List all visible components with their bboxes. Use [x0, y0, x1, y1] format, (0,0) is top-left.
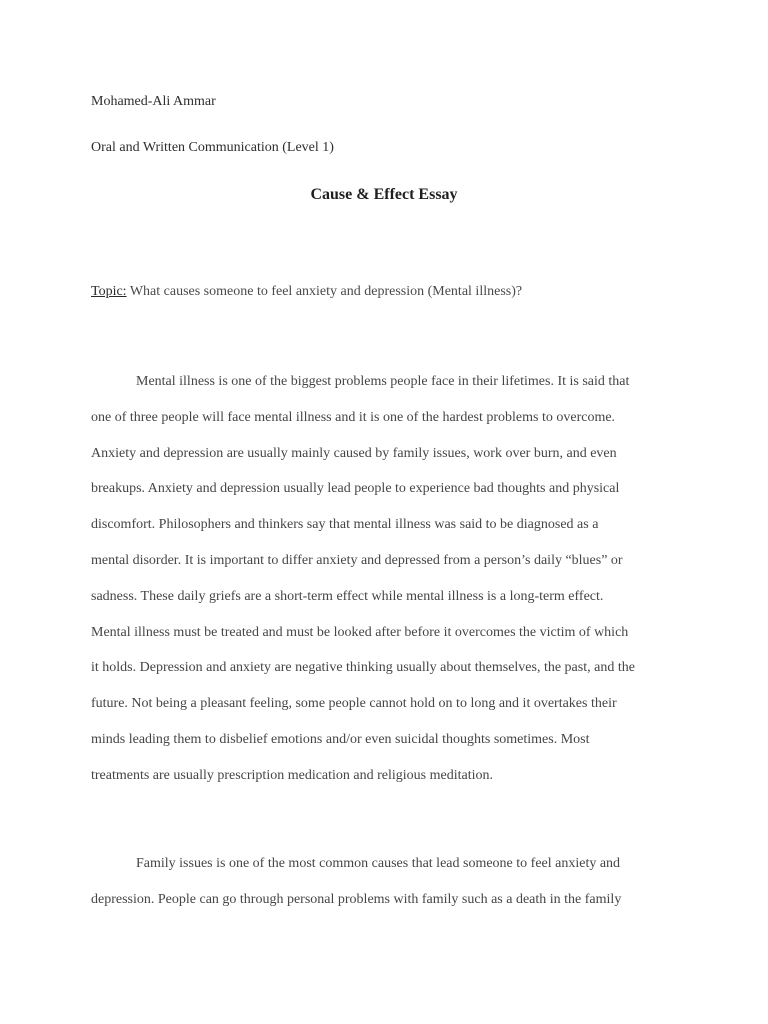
- paragraph-line: it holds. Depression and anxiety are negative thinking usually about themselves, the past, and the: [91, 660, 635, 676]
- topic-line: [91, 284, 522, 300]
- paragraph-line: sadness. These daily griefs are a short-term effect while mental illness is a long-term effect.: [91, 588, 604, 604]
- paragraph-line: Anxiety and depression are usually mainly caused by family issues, work over burn, and even: [91, 445, 617, 461]
- paragraph-line: Family issues is one of the most common causes that lead someone to feel anxiety and: [136, 856, 621, 871]
- paragraph-1: [91, 364, 691, 794]
- topic-label: Topic:: [91, 284, 127, 299]
- paragraph-line: future. Not being a pleasant feeling, some people cannot hold on to long and it overtakes their: [91, 696, 617, 712]
- paragraph-line: minds leading them to disbelief emotions and/or even suicidal thoughts sometimes. Most: [91, 731, 590, 747]
- paragraph-2: [91, 846, 691, 918]
- essay-title: Cause & Effect Essay: [310, 186, 458, 203]
- paragraph-line: one of three people will face mental illness and it is one of the hardest problems to overcome.: [91, 409, 616, 425]
- paragraph-line: discomfort. Philosophers and thinkers say that mental illness was said to be diagnosed as a: [91, 517, 599, 533]
- author-name: Mohamed-Ali Ammar: [91, 94, 216, 109]
- paragraph-line: Mental illness must be treated and must be looked after before it overcomes the victim of which: [91, 624, 629, 640]
- paragraph-line: breakups. Anxiety and depression usually lead people to experience bad thoughts and physical: [91, 481, 620, 497]
- topic-question: What causes someone to feel anxiety and depression (Mental illness)?: [126, 284, 523, 299]
- paragraph-line: mental disorder. It is important to differ anxiety and depressed from a person’s daily “blues” or: [91, 552, 623, 568]
- paragraph-line: treatments are usually prescription medication and religious meditation.: [91, 767, 493, 783]
- course-name: Oral and Written Communication (Level 1): [91, 140, 334, 155]
- paragraph-line: Mental illness is one of the biggest problems people face in their lifetimes. It is said that: [136, 374, 630, 389]
- paragraph-line: depression. People can go through personal problems with family such as a death in the family: [91, 891, 622, 907]
